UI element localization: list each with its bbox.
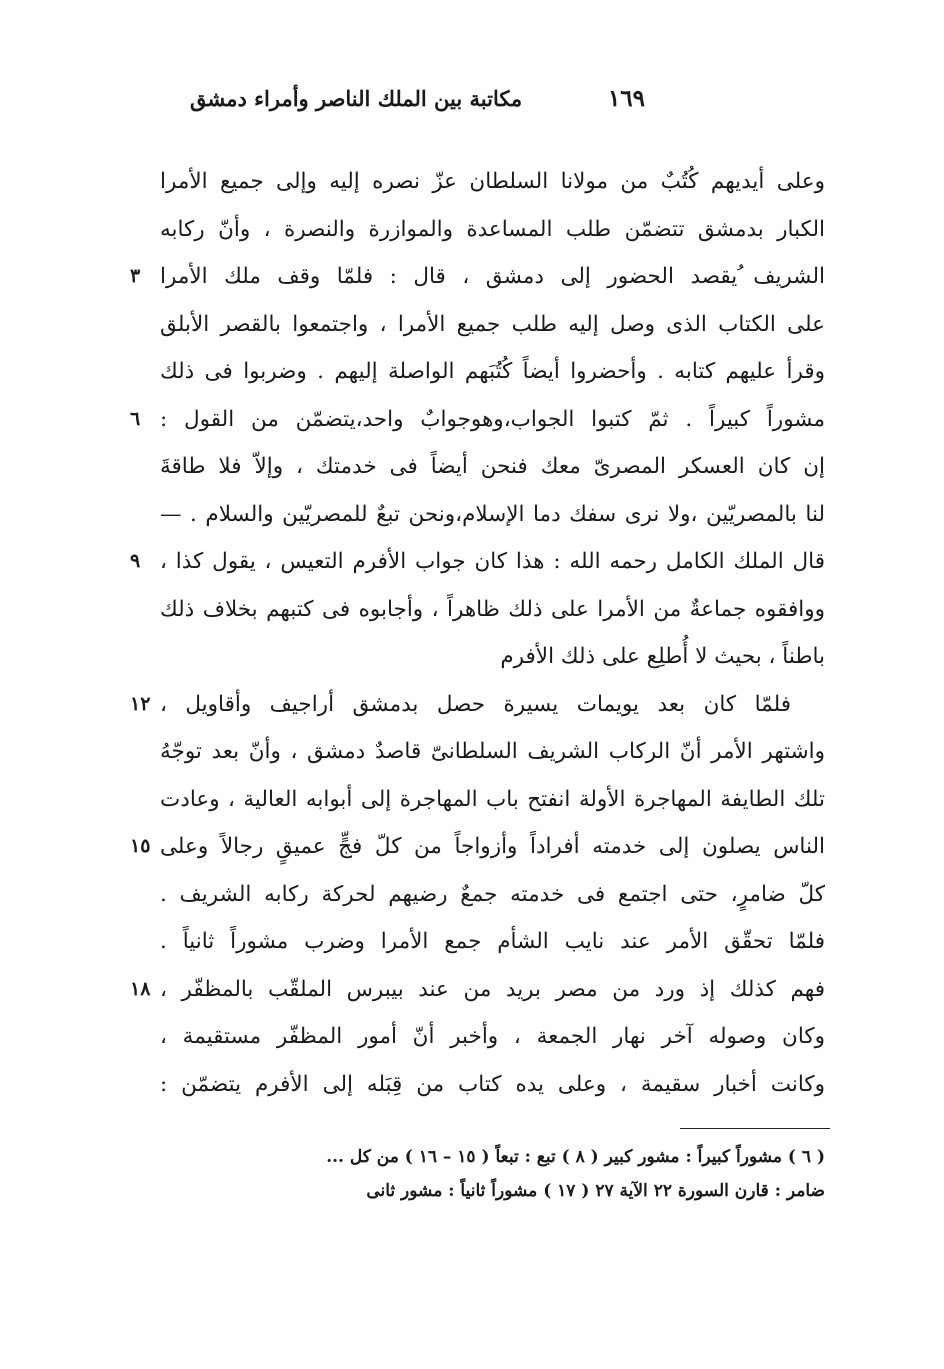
- line-text: لنا بالمصريّين ،ولا نرى سفك دما الإسلام،ونحن تبعٌ للمصريّين والسلام . —: [160, 501, 825, 527]
- page-number: ١٦٩: [607, 84, 645, 112]
- line-number: ٦: [130, 407, 141, 430]
- footnote-line: ( ٦ ) مشوراً كبيراً : مشور كبير ( ٨ ) تبع : تبعاً ( ١٥ – ١٦ ) من كل ...: [326, 1147, 825, 1167]
- line-text: وقرأ عليهم كتابه . وأحضروا أيضاً كُتُبَهم الواصلة إليهم . وضربوا فى ذلك: [160, 359, 825, 384]
- text-line: [160, 491, 825, 539]
- text-line: [130, 396, 825, 444]
- text-line: [160, 918, 825, 966]
- line-number: ١٥: [130, 835, 151, 857]
- text-line: [160, 443, 825, 491]
- text-line: [130, 538, 825, 586]
- text-line: [130, 253, 825, 301]
- line-text: وعلى أيديهم كُتُبٌ من مولانا السلطان عزّ نصره إليه وإلى جميع الأمرا: [160, 169, 825, 194]
- text-line: [160, 776, 825, 824]
- line-text: إن كان العسكر المصرىّ معك فنحن أيضاً فى خدمتك ، وإلاّ فلا طاقةَ: [160, 454, 825, 479]
- page-header: [190, 76, 645, 120]
- text-line: [160, 206, 825, 254]
- footnote-divider: [680, 1128, 830, 1129]
- line-number: ١٢: [130, 692, 151, 715]
- line-text: الشريف ُيقصد الحضور إلى دمشق ، قال : فلمّا وقف ملك الأمرا: [160, 264, 825, 289]
- main-text: [130, 158, 825, 1108]
- text-line: [160, 301, 825, 349]
- text-line: [160, 1013, 825, 1061]
- line-text: قال الملك الكامل رحمه الله : هذا كان جواب الأفرم التعيس ، يقول كذا ،: [160, 549, 825, 574]
- line-text: كلّ ضامرٍ، حتى اجتمع فى خدمته جمعٌ رضيهم لحركة ركابه الشريف .: [160, 881, 825, 907]
- line-text: وكان وصوله آخر نهار الجمعة ، وأخبر أنّ أمور المظفّر مستقيمة ،: [160, 1024, 825, 1049]
- line-text: وكانت أخبار سقيمة ، وعلى يده كتاب من قِبَله إلى الأفرم يتضمّن :: [160, 1071, 825, 1097]
- line-text: الكبار بدمشق تتضمّن طلب المساعدة والموازرة والنصرة ، وأنّ ركابه: [160, 216, 825, 242]
- line-number: ١٨: [130, 977, 151, 1000]
- text-line: [160, 158, 825, 206]
- footnotes: [170, 1140, 825, 1208]
- running-title: مكاتبة بين الملك الناصر وأمراء دمشق: [190, 85, 523, 111]
- text-line: [160, 728, 825, 776]
- line-text: واشتهر الأمر أنّ الركاب الشريف السلطانىّ قاصدٌ دمشق ، وأنّ بعد توجّهُ: [160, 739, 825, 764]
- text-line: [130, 823, 825, 871]
- text-line: [160, 586, 825, 634]
- text-line: [160, 633, 825, 681]
- text-line: [160, 348, 825, 396]
- text-line: [130, 681, 825, 729]
- line-text: باطناً ، بحيث لا أُطلِع على ذلك الأفرم: [500, 644, 825, 669]
- line-text: فهم كذلك إذ ورد من مصر بريد من عند بيبرس الملقّب بالمظفّر ،: [160, 976, 825, 1002]
- line-text: فلمّا تحقّق الأمر عند نايب الشأم جمع الأمرا وضرب مشوراً ثانياً .: [160, 929, 825, 954]
- line-text: مشوراً كبيراً . ثمّ كتبوا الجواب،وهوجوابٌ واحد،يتضمّن من القول :: [160, 406, 825, 432]
- line-text: على الكتاب الذى وصل إليه طلب جميع الأمرا ، واجتمعوا بالقصر الأبلق: [160, 311, 825, 337]
- text-line: [160, 1061, 825, 1109]
- line-number: ٣: [130, 265, 141, 287]
- footnote-line: ضامر : قارن السورة ٢٢ الآية ٢٧ ( ١٧ ) مشوراً ثانياً : مشور ثانى: [366, 1181, 825, 1201]
- line-text: تلك الطايفة المهاجرة الأولة انفتح باب المهاجرة إلى أبوابه العالية ، وعادت: [160, 786, 825, 812]
- line-text: ووافقوه جماعةٌ من الأمرا على ذلك ظاهراً ، وأجابوه فى كتبهم بخلاف ذلك: [160, 596, 825, 622]
- line-number: ٩: [130, 550, 141, 572]
- line-text: الناس يصلون إلى خدمته أفراداً وأزواجاً من كلّ فجٍّ عميقٍ رجالاً وعلى: [160, 834, 825, 859]
- line-text: فلمّا كان بعد يويمات يسيرة حصل بدمشق أراجيف وأقاويل ،: [160, 691, 791, 717]
- text-line: [130, 966, 825, 1014]
- text-line: [160, 871, 825, 919]
